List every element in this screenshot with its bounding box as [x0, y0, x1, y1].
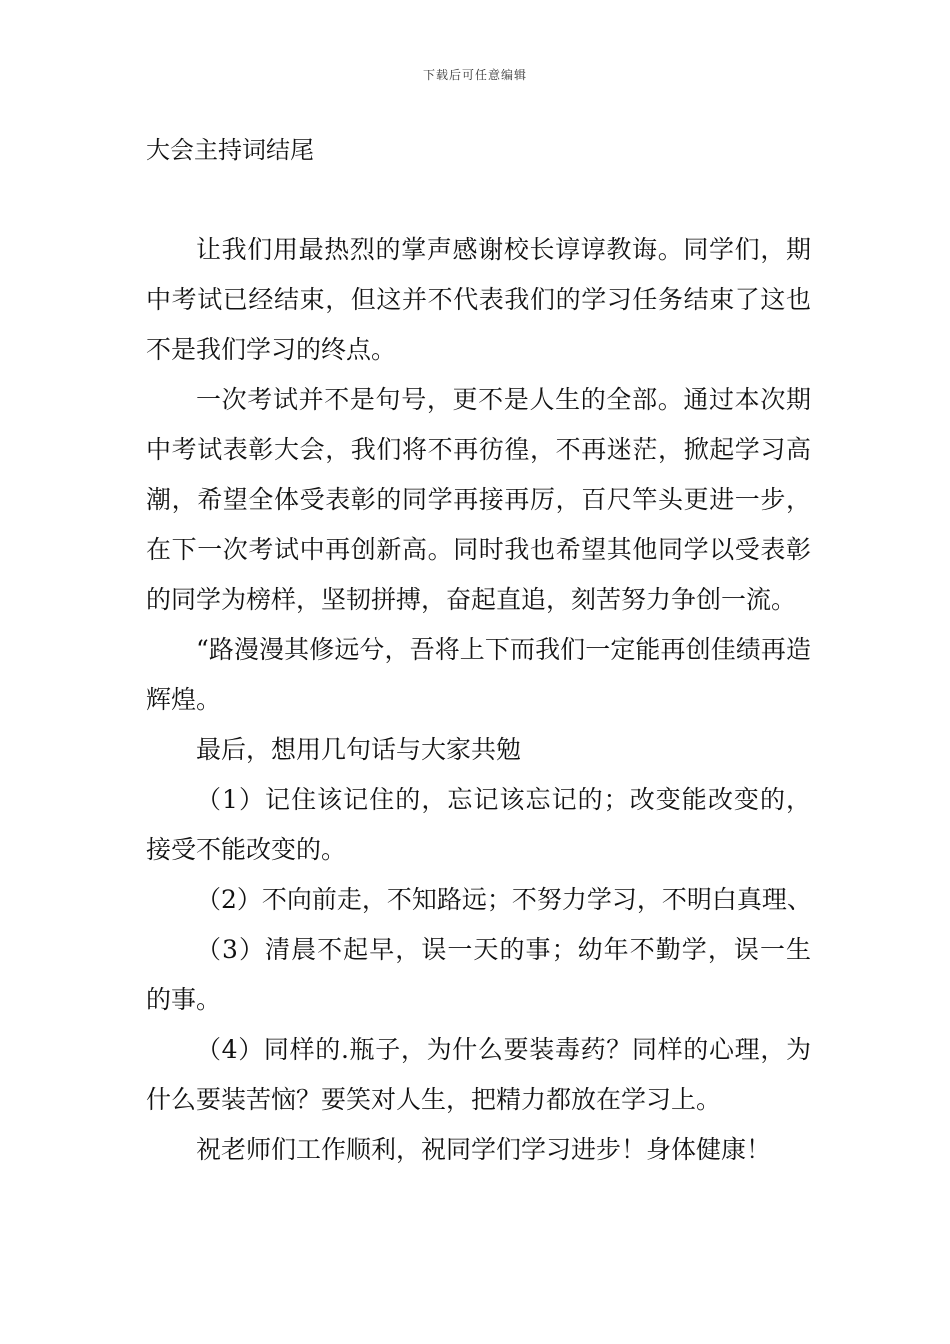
paragraph-9: 祝老师们工作顺利，祝同学们学习进步！身体健康！ — [196, 1135, 772, 1164]
document-body — [146, 225, 811, 1175]
document-title: 大会主持词结尾 — [146, 136, 314, 164]
paragraph-2: 一次考试并不是句号，更不是人生的全部。通过本次期中考试表彰大会，我们将不再彷徨，不再迷茫，掀起学习高潮，希望全体受表彰的同学再接再厉，百尺竿头更进一步，在下一次考试中再创新高。同时我也希望其他同学以受表彰的同学为榜样，坚韧拼搏，奋起直追，刻苦努力争创一流。 — [146, 385, 811, 614]
paragraph-8: （4）同样的.瓶子，为什么要装毒药？同样的心理，为什么要装苦恼？要笑对人生，把精力都放在学习上。 — [146, 1035, 811, 1114]
paragraph-7: （3）清晨不起早，误一天的事；幼年不勤学，误一生的事。 — [146, 935, 811, 1014]
paragraph-6: （2）不向前走，不知路远；不努力学习，不明白真理、 — [196, 885, 812, 914]
paragraph-4: 最后，想用几句话与大家共勉 — [196, 735, 522, 764]
paragraph-5: （1）记住该记住的，忘记该忘记的；改变能改变的，接受不能改变的。 — [146, 785, 811, 864]
paragraph-3: “路漫漫其修远兮，吾将上下而我们一定能再创佳绩再造辉煌。 — [146, 635, 811, 714]
page-header: 下载后可任意编辑 — [422, 68, 527, 82]
paragraph-1: 让我们用最热烈的掌声感谢校长谆谆教诲。同学们，期中考试已经结束，但这并不代表我们的学习任务结束了这也不是我们学习的终点。 — [146, 235, 811, 364]
